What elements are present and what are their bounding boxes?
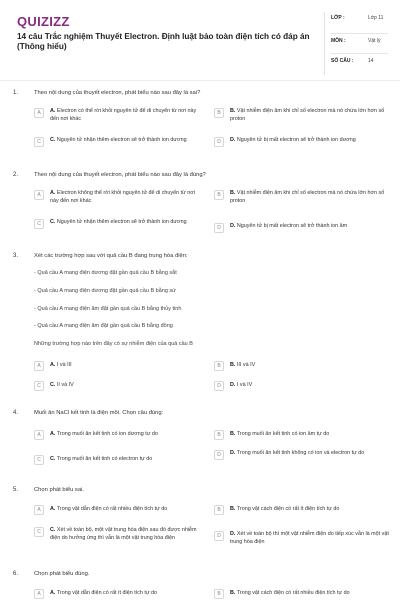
option-text bbox=[230, 450, 364, 458]
option-letter-box: D bbox=[214, 450, 224, 460]
worksheet-title: 14 câu Trắc nghiệm Thuyết Electron. Định luật bảo toàn điện tích có đáp án (Thông hiểu) bbox=[17, 32, 310, 51]
meta-value: Vật lý bbox=[368, 38, 381, 44]
option-d[interactable] bbox=[214, 137, 394, 147]
option-text bbox=[230, 382, 252, 390]
statement-4: - Quả cầu A mang điện âm đặt gần quả cầu B bằng đồng bbox=[34, 323, 173, 329]
option-body: Nguyên tử bị mất electron sẽ trở thành ion âm bbox=[236, 223, 348, 229]
header-divider bbox=[0, 80, 400, 81]
option-key: B. bbox=[230, 506, 236, 512]
option-key: B. bbox=[230, 362, 236, 368]
option-letter-box: A bbox=[34, 589, 44, 599]
option-letter-box: C bbox=[34, 527, 44, 537]
question-text: Chọn phát biểu đúng. bbox=[34, 571, 90, 577]
question-number: 5. bbox=[13, 487, 19, 493]
option-letter-box: C bbox=[34, 381, 44, 391]
question-text: Chọn phát biểu sai. bbox=[34, 487, 84, 493]
option-text bbox=[230, 431, 329, 439]
option-key: D. bbox=[230, 382, 236, 388]
question-text: Xét các trường hợp sau với quả cầu B đang trung hòa điện: bbox=[34, 253, 188, 259]
quizizz-logo: QUIZIZZ bbox=[17, 14, 70, 29]
option-a[interactable] bbox=[34, 190, 204, 205]
option-text bbox=[230, 137, 356, 145]
meta-value: 14 bbox=[368, 58, 374, 64]
question-number: 6. bbox=[13, 571, 19, 577]
statement-2: - Quả cầu A mang điện dương đặt gần quả cầu B bằng sứ bbox=[34, 288, 176, 294]
option-text bbox=[50, 431, 158, 439]
option-key: C. bbox=[50, 527, 56, 533]
meta-label: SỐ CÂU : bbox=[331, 58, 354, 64]
option-key: A. bbox=[50, 362, 56, 368]
option-a[interactable] bbox=[34, 505, 204, 515]
question-number: 3. bbox=[13, 253, 19, 259]
option-b[interactable] bbox=[214, 505, 394, 515]
option-letter-box: D bbox=[214, 137, 224, 147]
option-c[interactable] bbox=[34, 527, 204, 542]
option-c[interactable] bbox=[34, 137, 204, 147]
option-key: C. bbox=[50, 382, 56, 388]
option-d[interactable] bbox=[214, 450, 394, 460]
question-text: Theo nội dung của thuyết electron, phát biểu nào sau đây là đúng? bbox=[34, 172, 206, 178]
option-letter-box: A bbox=[34, 190, 44, 200]
option-key: D. bbox=[230, 450, 236, 456]
option-body: Trong vật cách điện có rất nhiều điện tích tự do bbox=[236, 590, 350, 596]
option-key: D. bbox=[230, 531, 236, 537]
option-key: A. bbox=[50, 108, 56, 114]
option-letter-box: D bbox=[214, 381, 224, 391]
option-key: A. bbox=[50, 590, 56, 596]
option-text bbox=[50, 219, 187, 227]
option-letter-box: A bbox=[34, 505, 44, 515]
option-key: B. bbox=[230, 108, 236, 114]
option-text bbox=[230, 223, 347, 231]
option-body: Trong vật dẫn điện có rất nhiều điện tích tự do bbox=[56, 506, 168, 512]
option-a[interactable] bbox=[34, 430, 204, 440]
statement-3: - Quả cầu A mang điện âm đặt gần quả cầu B bằng thủy tinh bbox=[34, 306, 182, 312]
option-d[interactable] bbox=[214, 381, 394, 391]
option-body: Electron có thể rời khỏi nguyên tử để di chuyển từ nơi này đến nơi khác bbox=[50, 108, 197, 122]
option-letter-box: D bbox=[214, 223, 224, 233]
option-key: B. bbox=[230, 431, 236, 437]
option-text bbox=[230, 531, 394, 546]
meta-row-subject bbox=[331, 35, 388, 55]
meta-label: LỚP : bbox=[331, 15, 345, 21]
option-text bbox=[50, 590, 157, 598]
question-subtext: Những trường hợp nào trên đây có sự nhiễm điện của quả cầu B bbox=[34, 341, 193, 347]
option-key: A. bbox=[50, 431, 56, 437]
option-letter-box: B bbox=[214, 190, 224, 200]
option-text bbox=[230, 590, 350, 598]
option-body: Trong muối ăn kết tinh có ion dương tự do bbox=[56, 431, 158, 437]
option-text bbox=[50, 137, 187, 145]
option-body: Trong muối ăn kết tinh có electron tự do bbox=[56, 456, 153, 462]
question-text: Muối ăn NaCl kết tinh là điện môi. Chọn câu đúng: bbox=[34, 410, 164, 416]
option-letter-box: B bbox=[214, 505, 224, 515]
statement-1: - Quả cầu A mang điện dương đặt gần quả cầu B bằng sắt bbox=[34, 270, 177, 276]
meta-value: Lớp 11 bbox=[368, 15, 384, 21]
option-b[interactable] bbox=[214, 589, 394, 599]
worksheet-meta bbox=[324, 12, 388, 75]
option-letter-box: B bbox=[214, 589, 224, 599]
option-text bbox=[50, 527, 204, 542]
meta-divider bbox=[331, 33, 388, 34]
option-key: C. bbox=[50, 137, 56, 143]
option-body: Nguyên tử nhận thêm electron sẽ trở thành ion dương bbox=[56, 137, 187, 143]
option-key: A. bbox=[50, 190, 56, 196]
option-text bbox=[50, 382, 74, 390]
option-body: Xét về toàn bộ thì một vật nhiễm điện do tiếp xúc vẫn là một vật trung hòa điện bbox=[230, 531, 389, 545]
option-text bbox=[230, 362, 255, 370]
option-a[interactable] bbox=[34, 108, 204, 123]
option-text bbox=[50, 506, 167, 514]
option-key: B. bbox=[230, 190, 236, 196]
option-letter-box: B bbox=[214, 108, 224, 118]
option-a[interactable] bbox=[34, 589, 204, 599]
option-key: A. bbox=[50, 506, 56, 512]
option-key: C. bbox=[50, 456, 56, 462]
option-b[interactable] bbox=[214, 361, 394, 371]
option-body: Electron không thể rời khỏi nguyên tử để di chuyển từ nơi này đến nơi khác bbox=[50, 190, 195, 204]
question-number: 4. bbox=[13, 410, 19, 416]
option-b[interactable] bbox=[214, 190, 394, 205]
option-body: Trong vật cách điện có rất ít điện tích tự do bbox=[236, 506, 340, 512]
option-body: III và IV bbox=[236, 362, 256, 368]
option-body: Vật nhiễm điện âm khi chỉ số electron mà nó chứa lớn hơn số proton bbox=[230, 108, 385, 122]
option-text bbox=[230, 506, 339, 514]
option-text bbox=[50, 190, 204, 205]
question-number: 2. bbox=[13, 172, 19, 178]
option-letter-box: C bbox=[34, 219, 44, 229]
meta-label: MÔN : bbox=[331, 38, 346, 44]
option-body: Nguyên tử bị mất electron sẽ trở thành ion dương bbox=[236, 137, 356, 143]
option-text bbox=[230, 190, 394, 205]
question-text: Theo nội dung của thuyết electron, phát biểu nào sau đây là sai? bbox=[34, 90, 201, 96]
worksheet-header bbox=[0, 0, 400, 78]
option-letter-box: B bbox=[214, 430, 224, 440]
option-b[interactable] bbox=[214, 108, 394, 123]
option-body: Trong vật dẫn điện có rất ít điện tích tự do bbox=[56, 590, 158, 596]
option-body: Vật nhiễm điện âm khi chỉ số electron mà nó chứa lớn hơn số proton bbox=[230, 190, 385, 204]
option-letter-box: A bbox=[34, 430, 44, 440]
option-body: Trong muối ăn kết tinh có ion âm tự do bbox=[236, 431, 330, 437]
option-body: I và IV bbox=[236, 382, 253, 388]
option-letter-box: C bbox=[34, 137, 44, 147]
option-key: D. bbox=[230, 223, 236, 229]
meta-divider bbox=[331, 53, 388, 54]
meta-row-count bbox=[331, 55, 388, 75]
option-key: D. bbox=[230, 137, 236, 143]
meta-row-class bbox=[331, 12, 388, 35]
option-c[interactable] bbox=[34, 381, 204, 391]
question-number: 1. bbox=[13, 90, 19, 96]
option-c[interactable] bbox=[34, 219, 204, 229]
option-d[interactable] bbox=[214, 531, 394, 546]
option-letter-box: B bbox=[214, 361, 224, 371]
option-d[interactable] bbox=[214, 223, 394, 233]
option-body: Trong muối ăn kết tinh không có ion và electron tự do bbox=[236, 450, 365, 456]
option-text bbox=[50, 362, 72, 370]
option-body: II và IV bbox=[56, 382, 74, 388]
option-letter-box: C bbox=[34, 455, 44, 465]
option-text bbox=[50, 108, 204, 123]
option-body: Nguyên tử nhận thêm electron sẽ trở thành ion dương bbox=[56, 219, 187, 225]
option-text bbox=[230, 108, 394, 123]
option-letter-box: A bbox=[34, 361, 44, 371]
option-letter-box: A bbox=[34, 108, 44, 118]
option-body: I và III bbox=[56, 362, 72, 368]
option-body: Xét về toàn bộ, một vật trung hòa điện sau đó được nhiễm điện do hưởng ứng thì vẫn là một vật trung hòa điện bbox=[50, 527, 197, 541]
option-letter-box: D bbox=[214, 531, 224, 541]
option-b[interactable] bbox=[214, 430, 394, 440]
option-key: C. bbox=[50, 219, 56, 225]
option-a[interactable] bbox=[34, 361, 204, 371]
option-text bbox=[50, 456, 152, 464]
option-key: B. bbox=[230, 590, 236, 596]
option-c[interactable] bbox=[34, 455, 204, 465]
